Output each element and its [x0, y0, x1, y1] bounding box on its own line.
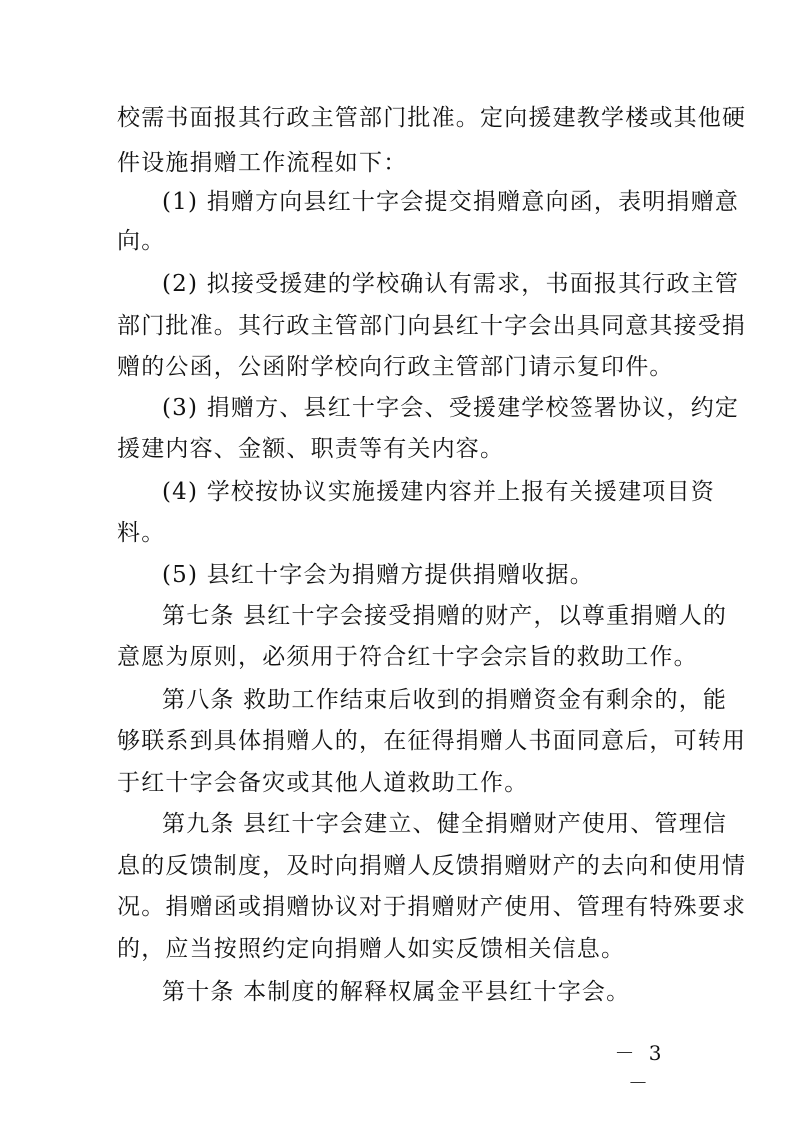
line-text: 援建内容、金额、职责等有关内容。	[117, 436, 505, 462]
text-line	[0, 264, 793, 304]
text-line	[0, 221, 793, 261]
line-text: 赠的公函，公函附学校向行政主管部门请示复印件。	[117, 354, 674, 380]
text-line	[0, 306, 793, 346]
text-line	[0, 887, 793, 927]
line-text: 部门批准。其行政主管部门向县红十字会出具同意其接受捐	[117, 313, 747, 339]
text-line	[0, 98, 793, 138]
line-text: (5) 县红十字会为捐赠方提供捐赠收据。	[162, 562, 594, 588]
text-line	[0, 472, 793, 512]
text-line	[0, 555, 793, 595]
line-text: (3) 捐赠方、县红十字会、受援建学校签署协议，约定	[162, 395, 740, 421]
line-text: (1) 捐赠方向县红十字会提交捐赠意向函，表明捐赠意	[162, 189, 740, 215]
text-line	[0, 347, 793, 387]
text-line	[0, 763, 793, 803]
text-line	[0, 513, 793, 553]
line-text: 的，应当按照约定向捐赠人如实反馈相关信息。	[117, 936, 626, 962]
text-line	[0, 637, 793, 677]
text-line	[0, 429, 793, 469]
line-text: (2) 拟接受援建的学校确认有需求，书面报其行政主管	[162, 271, 740, 297]
line-text: 料。	[117, 520, 166, 546]
line-text: 意愿为原则，必须用于符合红十字会宗旨的救助工作。	[117, 644, 698, 670]
line-text: 况。捐赠函或捐赠协议对于捐赠财产使用、管理有特殊要求	[117, 894, 747, 920]
text-line	[0, 846, 793, 886]
line-text: 第七条 县红十字会接受捐赠的财产，以尊重捐赠人的	[162, 603, 728, 629]
line-text: 第十条 本制度的解释权属金平县红十字会。	[162, 979, 631, 1005]
text-line	[0, 680, 793, 720]
line-text: (4) 学校按协议实施援建内容并上报有关援建项目资	[162, 479, 715, 505]
text-line	[0, 388, 793, 428]
page-number: － 3 －	[614, 1041, 666, 1095]
line-text: 息的反馈制度，及时向捐赠人反馈捐赠财产的去向和使用情	[117, 853, 747, 879]
text-line	[0, 721, 793, 761]
text-line	[0, 972, 793, 1012]
text-line	[0, 182, 793, 222]
line-text: 校需书面报其行政主管部门批准。定向援建教学楼或其他硬	[117, 105, 747, 131]
line-text: 于红十字会备灾或其他人道救助工作。	[117, 770, 529, 796]
line-text: 第九条 县红十字会建立、健全捐赠财产使用、管理信	[162, 811, 728, 837]
text-line	[0, 596, 793, 636]
text-line	[0, 929, 793, 969]
line-text: 第八条 救助工作结束后收到的捐赠资金有剩余的，能	[162, 687, 728, 713]
line-text: 够联系到具体捐赠人的，在征得捐赠人书面同意后，可转用	[117, 728, 747, 754]
text-line	[0, 143, 793, 183]
line-text: 向。	[117, 228, 166, 254]
line-text: 件设施捐赠工作流程如下：	[117, 150, 408, 176]
text-line	[0, 804, 793, 844]
